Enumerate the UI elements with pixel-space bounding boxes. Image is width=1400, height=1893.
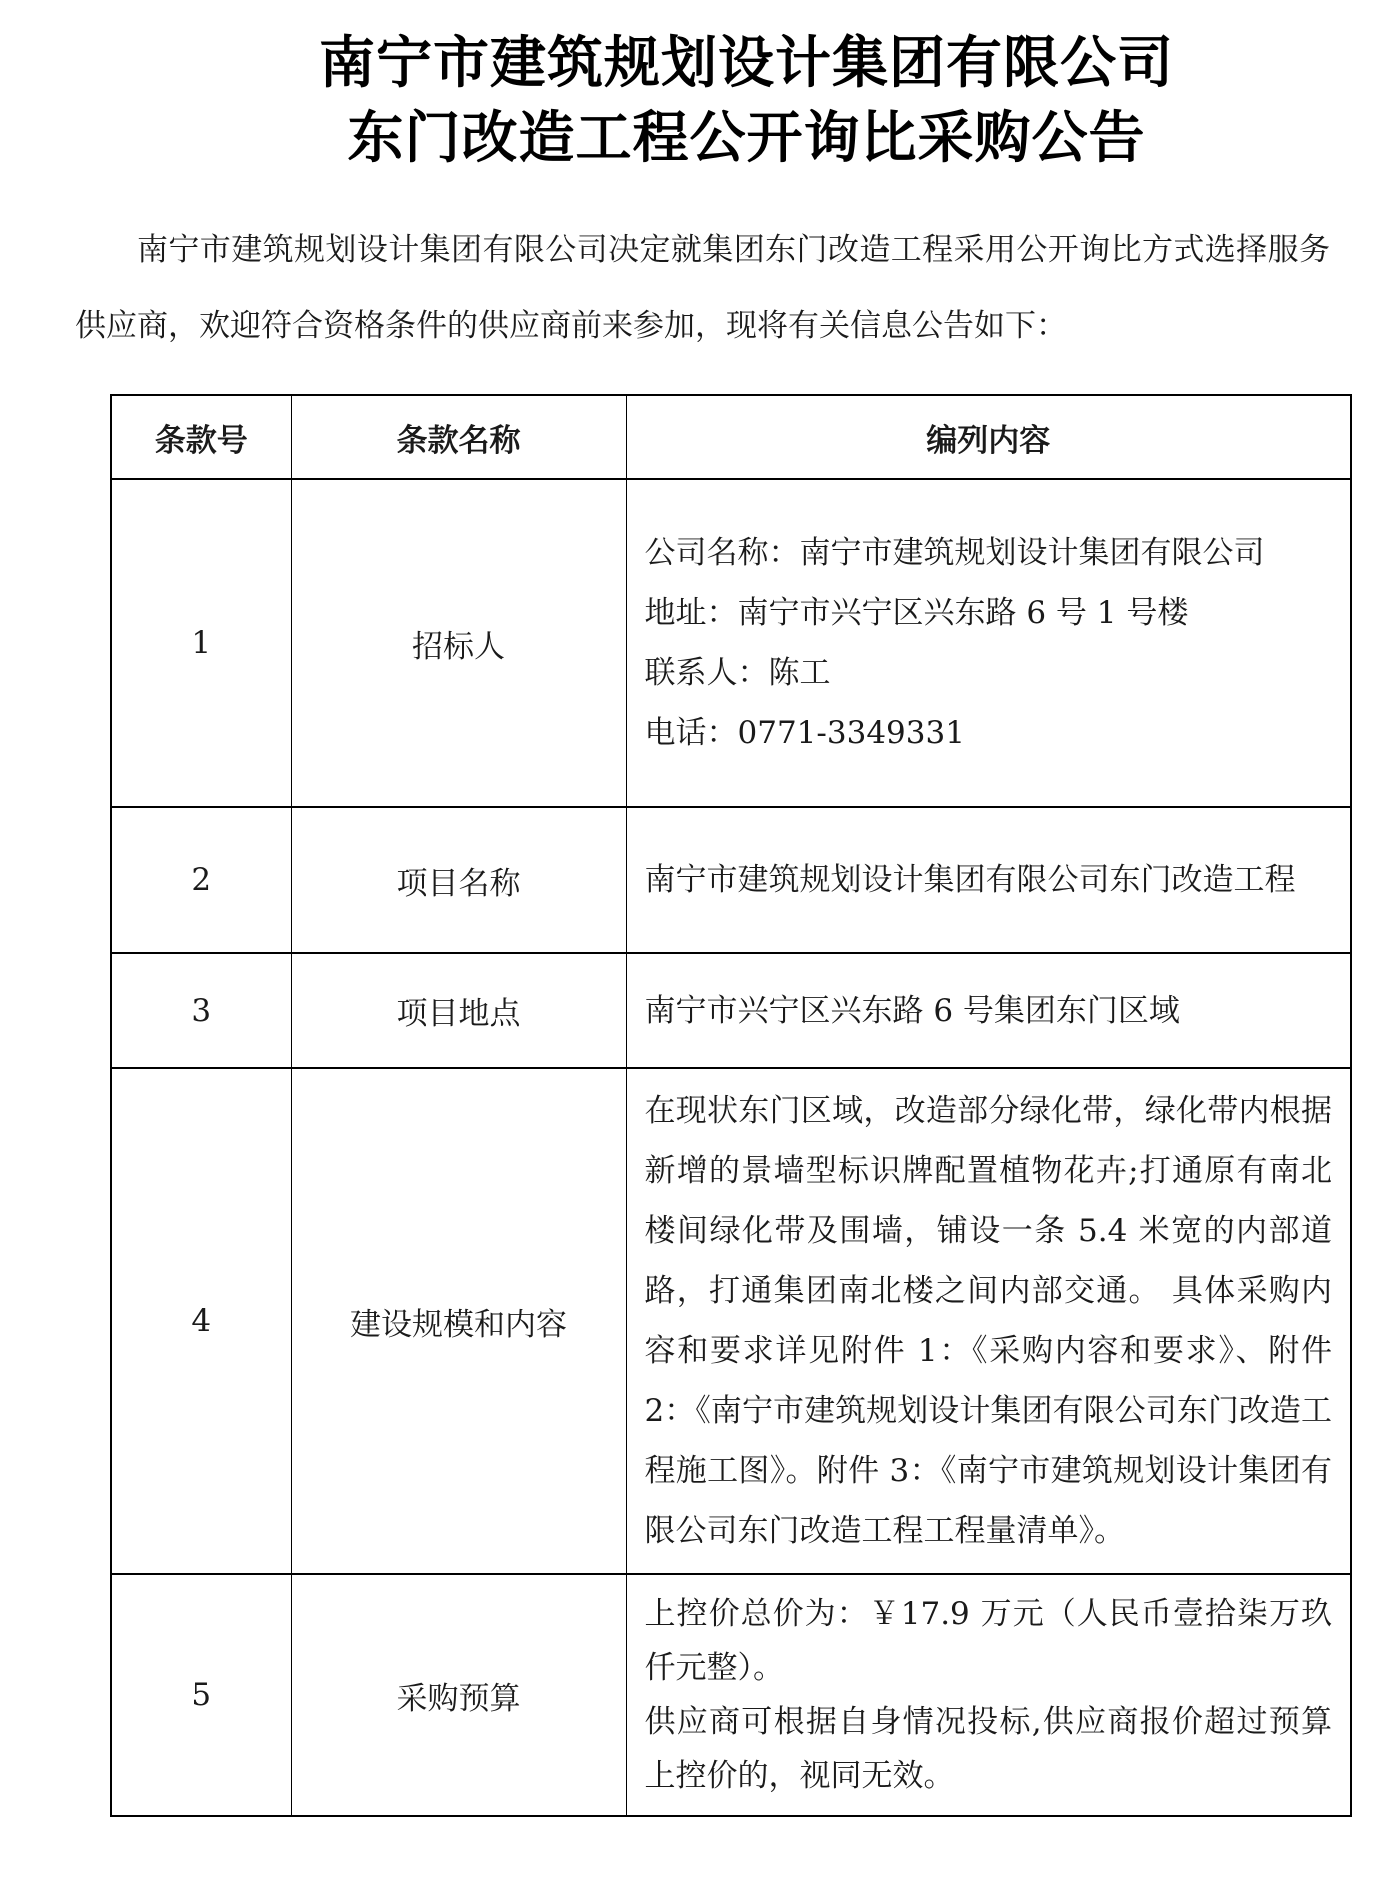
clause-no: 3 [111,953,291,1068]
clause-content [626,1574,1351,1816]
header-cell-content: 编列内容 [626,395,1351,479]
clause-content [626,479,1351,807]
table-header-row [111,395,1351,479]
document-title [163,26,1330,176]
clause-name: 建设规模和内容 [291,1068,626,1574]
clause-name: 项目名称 [291,807,626,953]
content-line: 供应商可根据自身情况投标,供应商报价超过预算上控价的，视同无效。 [644,1704,1332,1794]
title-line-1: 南宁市建筑规划设计集团有限公司 [319,30,1174,96]
clause-name: 采购预算 [291,1574,626,1816]
table-row-3 [111,953,1351,1068]
title-line-2: 东门改造工程公开询比采购公告 [347,105,1146,171]
content-line: 公司名称：南宁市建筑规划设计集团有限公司 [644,535,1265,571]
clause-content [626,953,1351,1068]
clause-no: 2 [111,807,291,953]
table-row-5 [111,1574,1351,1816]
header-cell-clause-name: 条款名称 [291,395,626,479]
content-line: 上控价总价为：￥17.9 万元（人民币壹拾柒万玖仟元整）。 [644,1596,1332,1686]
clause-no: 4 [111,1068,291,1574]
clause-name: 项目地点 [291,953,626,1068]
clause-no: 5 [111,1574,291,1816]
table-row-2 [111,807,1351,953]
content-line: 地址：南宁市兴宁区兴东路 6 号 1 号楼 [644,595,1189,631]
content-line: 南宁市建筑规划设计集团有限公司东门改造工程 [644,862,1296,898]
table-row-4 [111,1068,1351,1574]
clause-no: 1 [111,479,291,807]
clause-name: 招标人 [291,479,626,807]
content-line: 在现状东门区域，改造部分绿化带，绿化带内根据新增的景墙型标识牌配置植物花卉;打通原有南北楼间绿化带及围墙，铺设一条 5.4 米宽的内部道路，打通集团南北楼之间内部交通。 具体采购内容和要求详见附件 1：《采购内容和要求》、附件 2：《南宁市建筑规划设计集团有限公司东门改造工程施工图》。附件 3：《南宁市建筑规划设计集团有限公司东门改造工程工程量清单》。 [644,1093,1332,1549]
clause-content [626,807,1351,953]
content-line: 南宁市兴宁区兴东路 6 号集团东门区域 [644,992,1180,1029]
table-row-1 [111,479,1351,807]
intro-paragraph: 南宁市建筑规划设计集团有限公司决定就集团东门改造工程采用公开询比方式选择服务供应商，欢迎符合资格条件的供应商前来参加，现将有关信息公告如下： [75,232,1330,344]
terms-table [110,394,1352,1817]
clause-content [626,1068,1351,1574]
content-line: 联系人：陈工 [644,655,831,691]
header-cell-clause-no: 条款号 [111,395,291,479]
content-line: 电话：0771-3349331 [644,715,965,751]
